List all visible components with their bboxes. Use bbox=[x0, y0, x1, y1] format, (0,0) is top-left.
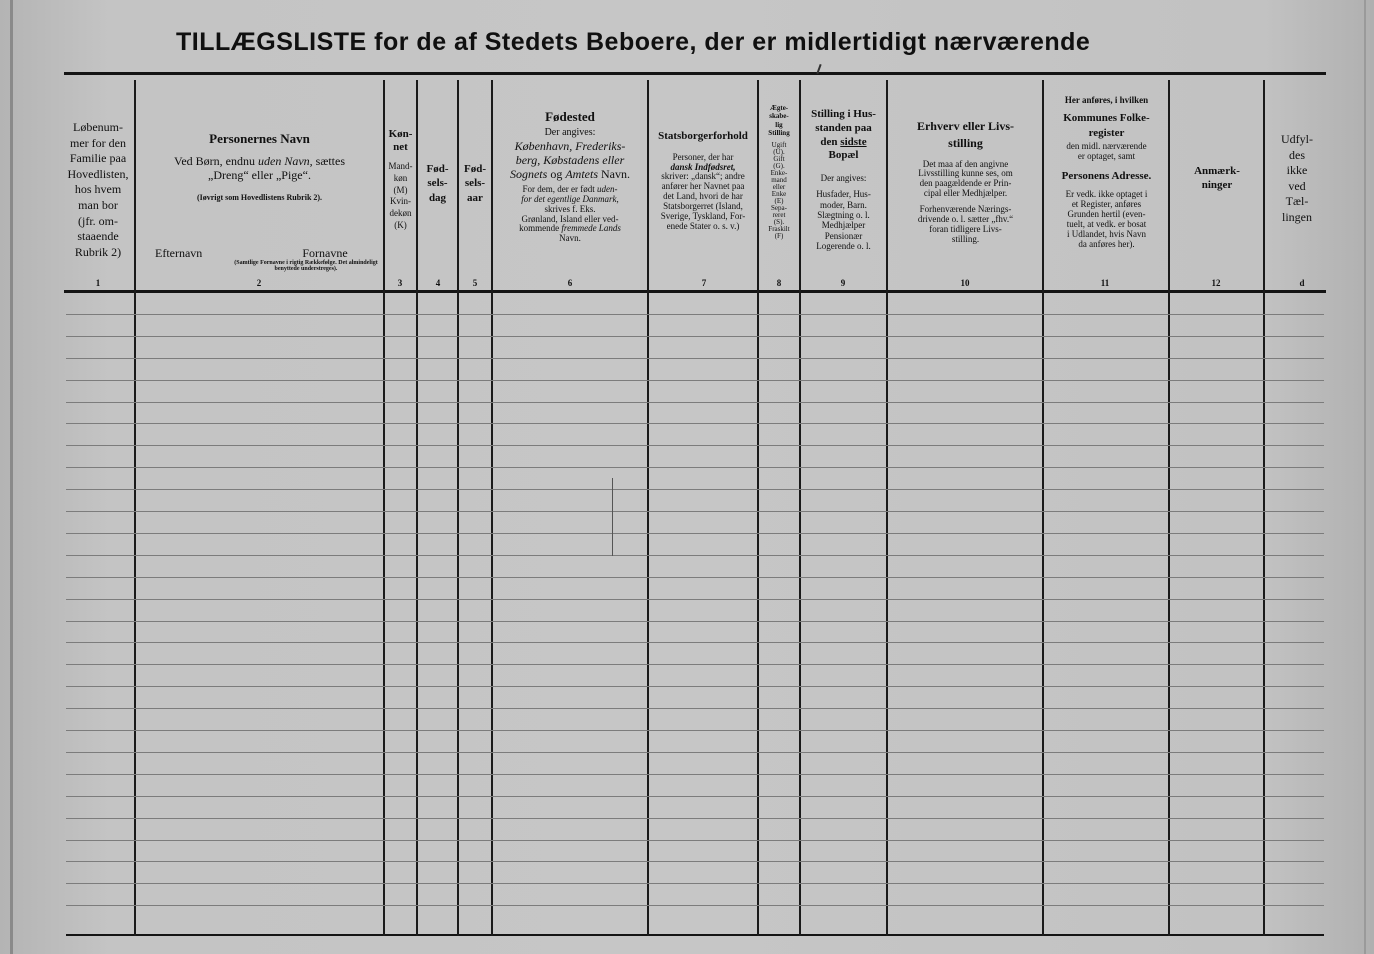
col-10-line: drivende o. l. sætter „fhv.“ bbox=[917, 214, 1014, 225]
col-2-sub-left: Efternavn bbox=[155, 246, 203, 260]
entry-row-line bbox=[66, 555, 1324, 556]
entry-row-line bbox=[66, 796, 1324, 797]
col-11-heading-line: register bbox=[1088, 126, 1125, 139]
col-1-line: Hovedlisten, bbox=[67, 166, 129, 181]
col-number-7: 7 bbox=[701, 278, 707, 288]
col-11-pre: Her anføres, i hvilken bbox=[1064, 95, 1149, 105]
col-6-line-c bbox=[494, 168, 646, 182]
col-1-line: (jfr. om- bbox=[78, 213, 118, 228]
col-9-heading-word-underlined: sidste bbox=[840, 135, 867, 148]
col-8-line: (G). bbox=[773, 161, 785, 170]
col-9-line: Medhjælper bbox=[821, 220, 866, 231]
bottom-rule bbox=[66, 934, 1324, 936]
col-6-plain-d: Navn. bbox=[598, 167, 630, 182]
col-3-line: (K) bbox=[394, 219, 407, 230]
col-10-heading-line: stilling bbox=[948, 135, 983, 150]
col-8-heading-line: Stilling bbox=[768, 129, 790, 138]
col-7-line: skriver: „dansk“; andre bbox=[661, 171, 745, 182]
col-10-line: Forhenværende Nærings- bbox=[919, 204, 1012, 215]
entry-row-line bbox=[66, 818, 1324, 819]
divider-after-col-5 bbox=[491, 80, 493, 936]
col-number-8: 8 bbox=[776, 278, 782, 288]
col-10-line: den paagældende er Prin- bbox=[919, 178, 1012, 189]
col-10-line: Livsstilling kunne ses, om bbox=[918, 168, 1013, 179]
col-11-line: da anføres her). bbox=[1078, 238, 1135, 249]
col-11-line: Er vedk. ikke optaget i bbox=[1065, 189, 1148, 200]
page-edge-right bbox=[1364, 0, 1366, 954]
col-7-em: dansk Indfødsret, bbox=[670, 161, 736, 172]
col-11-mid-line: den midl. nærværende bbox=[1066, 140, 1147, 151]
col-8-line: reret bbox=[772, 210, 786, 219]
col-6-text-e: For dem, der er født bbox=[522, 183, 597, 194]
entry-row-line bbox=[66, 511, 1324, 512]
col-2-text-b: „Dreng“ eller „Pige“. bbox=[208, 167, 311, 182]
entry-row-line bbox=[66, 314, 1324, 315]
col-number-2: 2 bbox=[256, 278, 262, 288]
col-9-heading-line: Bopæl bbox=[828, 149, 859, 162]
col-8-line: Sepa- bbox=[771, 203, 787, 212]
col-2-text-a-em: uden Navn, bbox=[258, 153, 313, 168]
col-11-line: i Udlandet, hvis Navn bbox=[1067, 228, 1146, 239]
entry-row-line bbox=[66, 774, 1324, 775]
entry-row-line bbox=[66, 730, 1324, 731]
col-1-header bbox=[60, 120, 136, 260]
col-9-line: moder, Barn. bbox=[820, 199, 867, 210]
col-1-line: mer for den bbox=[70, 135, 126, 150]
divider-after-col-3 bbox=[416, 80, 418, 936]
col-5-header bbox=[459, 162, 491, 205]
col-d-header bbox=[1266, 132, 1328, 226]
col-1-line: Løbenum- bbox=[73, 120, 123, 134]
entry-row-line bbox=[66, 358, 1324, 359]
col-11-line: et Register, anføres bbox=[1071, 199, 1142, 210]
col-6-heading: Fødested bbox=[545, 109, 595, 124]
col-8-heading-line: Ægte- bbox=[769, 104, 789, 112]
col-2-text-a-end: sættes bbox=[312, 153, 345, 168]
entry-row-line bbox=[66, 883, 1324, 884]
col-6-em-i: fremmede Lands bbox=[561, 223, 621, 234]
col-d-line: ikke bbox=[1286, 163, 1308, 178]
col-9-sub: Der angives: bbox=[820, 173, 867, 183]
entry-row-line bbox=[66, 708, 1324, 709]
col-2-note: (Iøvrigt som Hovedlistens Rubrik 2). bbox=[196, 192, 323, 202]
col-11-header bbox=[1045, 95, 1168, 250]
col-7-line: Statsborgerret (Island, bbox=[663, 201, 743, 212]
col-9-heading-word: den bbox=[820, 135, 838, 148]
col-9-line: Slægtning o. l. bbox=[817, 210, 870, 221]
entry-row-line bbox=[66, 686, 1324, 687]
entry-row-line bbox=[66, 621, 1324, 622]
col-3-line: køn bbox=[393, 172, 408, 183]
col-d-line: Udfyl- bbox=[1281, 132, 1313, 146]
divider-after-col-10 bbox=[1042, 80, 1044, 936]
col-2-sub-right: Fornavne bbox=[302, 246, 348, 260]
entry-row-line bbox=[66, 467, 1324, 468]
col-3-line: dekøn bbox=[389, 208, 412, 219]
entry-row-line bbox=[66, 423, 1324, 424]
col-5-line: aar bbox=[467, 191, 483, 204]
col-2-text-a-start: Ved Børn, endnu bbox=[174, 153, 258, 168]
col-3-line: Mand- bbox=[388, 161, 413, 172]
col-4-line: dag bbox=[428, 191, 447, 204]
col-3-heading-line: net bbox=[393, 140, 408, 153]
divider-after-col-12 bbox=[1263, 80, 1265, 936]
col-1-line: hos hvem bbox=[74, 182, 122, 197]
col-11-line: Grunden hertil (even- bbox=[1067, 209, 1146, 220]
col-6-sub: Der angives: bbox=[544, 126, 596, 138]
col-6-em-line: berg, Købstadens eller bbox=[515, 153, 625, 168]
col-11-line: tuelt, at vedk. er bosat bbox=[1066, 219, 1147, 230]
divider-after-col-4 bbox=[457, 80, 459, 936]
col-10-header bbox=[889, 118, 1042, 245]
col-number-d: d bbox=[1299, 278, 1305, 288]
col-6-text-h: Grønland, Island eller ved- bbox=[521, 213, 619, 224]
page-edge-left bbox=[10, 0, 13, 954]
entry-row-line bbox=[66, 402, 1324, 403]
col-12-heading-line: ninger bbox=[1201, 179, 1233, 192]
entry-row-line bbox=[66, 642, 1324, 643]
col-10-line: cipal eller Medhjælper. bbox=[923, 188, 1008, 199]
col-3-line: (M) bbox=[393, 184, 408, 195]
col-6-text-i: kommende bbox=[519, 223, 562, 234]
col-1-line: Rubrik 2) bbox=[74, 244, 122, 259]
col-10-line: foran tidligere Livs- bbox=[929, 223, 1002, 234]
form-title: TILLÆGSLISTE for de af Stedets Beboere, der er midlertidigt nærværende bbox=[176, 28, 1091, 56]
col-8-line: mand bbox=[771, 175, 787, 184]
col-2-header bbox=[138, 132, 381, 202]
col-8-line: eller bbox=[772, 182, 786, 191]
entry-row-line bbox=[66, 533, 1324, 534]
col-4-line: sels- bbox=[427, 177, 448, 190]
col-number-6: 6 bbox=[567, 278, 573, 288]
entry-row-line bbox=[66, 445, 1324, 446]
entry-row-line bbox=[66, 840, 1324, 841]
col-6-em-e: uden- bbox=[596, 183, 618, 194]
col-6-em-f: for det egentlige Danmark, bbox=[521, 193, 619, 204]
col-number-4: 4 bbox=[435, 278, 441, 288]
col-d-line: lingen bbox=[1282, 209, 1312, 224]
col-d-line: ved bbox=[1288, 178, 1306, 193]
col-number-12: 12 bbox=[1211, 278, 1221, 288]
col-8-line: (E) bbox=[774, 196, 784, 205]
col-d-line: Tæl- bbox=[1285, 194, 1309, 209]
entry-row-line bbox=[66, 752, 1324, 753]
col-6-em-c: Sognets bbox=[509, 167, 548, 182]
col-9-header bbox=[801, 108, 886, 251]
col-number-5: 5 bbox=[472, 278, 478, 288]
col-number-3: 3 bbox=[397, 278, 403, 288]
entry-row-line bbox=[66, 599, 1324, 600]
col-6-text-g: skrives f. Eks. bbox=[544, 203, 596, 214]
entry-row-line bbox=[66, 905, 1324, 906]
header-bottom-rule bbox=[64, 290, 1326, 293]
col-3-header bbox=[385, 128, 416, 231]
col-9-line: Pensionær bbox=[824, 230, 863, 241]
entry-row-line bbox=[66, 489, 1324, 490]
col-6-plain-c: og bbox=[547, 167, 566, 182]
entry-row-line bbox=[66, 577, 1324, 578]
col-8-line: Ugift bbox=[771, 140, 787, 149]
col-12-heading-line: Anmærk- bbox=[1194, 165, 1240, 177]
col-9-heading-line: Stilling i Hus- bbox=[811, 108, 876, 120]
divider-after-col-9 bbox=[886, 80, 888, 936]
col-7-line: Sverige, Tyskland, For- bbox=[660, 210, 746, 221]
col-4-header bbox=[418, 162, 457, 205]
col-1-line: man bor bbox=[78, 197, 118, 212]
col-5-line: sels- bbox=[464, 177, 486, 190]
col-number-11: 11 bbox=[1100, 278, 1110, 288]
entry-row-line bbox=[66, 336, 1324, 337]
entry-row-line bbox=[66, 861, 1324, 862]
col-9-line: Logerende o. l. bbox=[816, 241, 871, 252]
col-9-heading-line-3 bbox=[801, 136, 886, 150]
col-8-line: Gift bbox=[773, 154, 785, 163]
col-8-header bbox=[759, 104, 799, 240]
col-3-line: Kvin- bbox=[390, 196, 411, 207]
col-number-1: 1 bbox=[95, 278, 101, 288]
col-7-line: det Land, hvori de har bbox=[663, 191, 743, 202]
entry-row-line bbox=[66, 380, 1324, 381]
col-6-note bbox=[494, 185, 646, 244]
col-7-line: anfører her Navnet paa bbox=[661, 181, 745, 192]
col-3-heading-line: Køn- bbox=[388, 128, 413, 140]
col-8-heading-line: skabe- bbox=[769, 112, 789, 121]
col-7-heading: Statsborgerforhold bbox=[658, 130, 748, 142]
top-rule bbox=[64, 72, 1326, 75]
col-11-heading2: Personens Adresse. bbox=[1061, 169, 1152, 182]
col-2-heading: Personernes Navn bbox=[209, 131, 310, 146]
col-1-line: staaende bbox=[77, 229, 119, 244]
col-12-header bbox=[1171, 164, 1263, 193]
col-11-mid-line: er optaget, samt bbox=[1077, 150, 1136, 161]
col-10-heading-line: Erhverv eller Livs- bbox=[916, 119, 1015, 133]
col-4-line: Fød- bbox=[426, 163, 449, 175]
col-number-9: 9 bbox=[840, 278, 846, 288]
col-7-line: Personer, der har bbox=[672, 151, 734, 162]
divider-after-col-6 bbox=[647, 80, 649, 936]
col-11-heading-line: Kommunes Folke- bbox=[1063, 112, 1150, 125]
col-9-heading-line: standen paa bbox=[815, 121, 872, 134]
entry-row-line bbox=[66, 664, 1324, 665]
col-d-line: des bbox=[1289, 147, 1305, 162]
col-8-line: (S). bbox=[773, 217, 785, 226]
col-8-line: Enke- bbox=[770, 168, 788, 177]
col-5-line: Fød- bbox=[464, 163, 486, 175]
col-8-line: Fraskilt bbox=[768, 224, 790, 233]
paper-crease-mark bbox=[612, 478, 613, 556]
col-10-line: stilling. bbox=[951, 233, 980, 244]
divider-after-col-11 bbox=[1168, 80, 1170, 936]
col-6-text-j: Navn. bbox=[559, 233, 581, 244]
col-10-line: Det maa af den angivne bbox=[922, 158, 1009, 169]
col-1-line: Familie paa bbox=[69, 151, 127, 166]
col-8-line: Enke bbox=[771, 189, 787, 198]
col-2-text-a bbox=[138, 155, 381, 169]
col-8-line: (F) bbox=[774, 231, 784, 240]
col-9-line: Husfader, Hus- bbox=[816, 189, 871, 200]
col-8-line: (U). bbox=[773, 147, 785, 156]
col-6-em-d: Amtets bbox=[565, 167, 598, 182]
col-6-em-line: København, Frederiks- bbox=[514, 139, 626, 154]
col-6-header bbox=[494, 110, 646, 244]
col-number-10: 10 bbox=[960, 278, 970, 288]
col-8-heading-line: lig bbox=[775, 120, 783, 129]
col-7-line: enede Stater o. s. v.) bbox=[666, 220, 740, 231]
col-7-header bbox=[650, 130, 756, 232]
col-2-sub-right-note: (Samtlige Fornavne i rigtig Rækkefølge. Det almindeligt benyttede understreges). bbox=[234, 260, 378, 273]
